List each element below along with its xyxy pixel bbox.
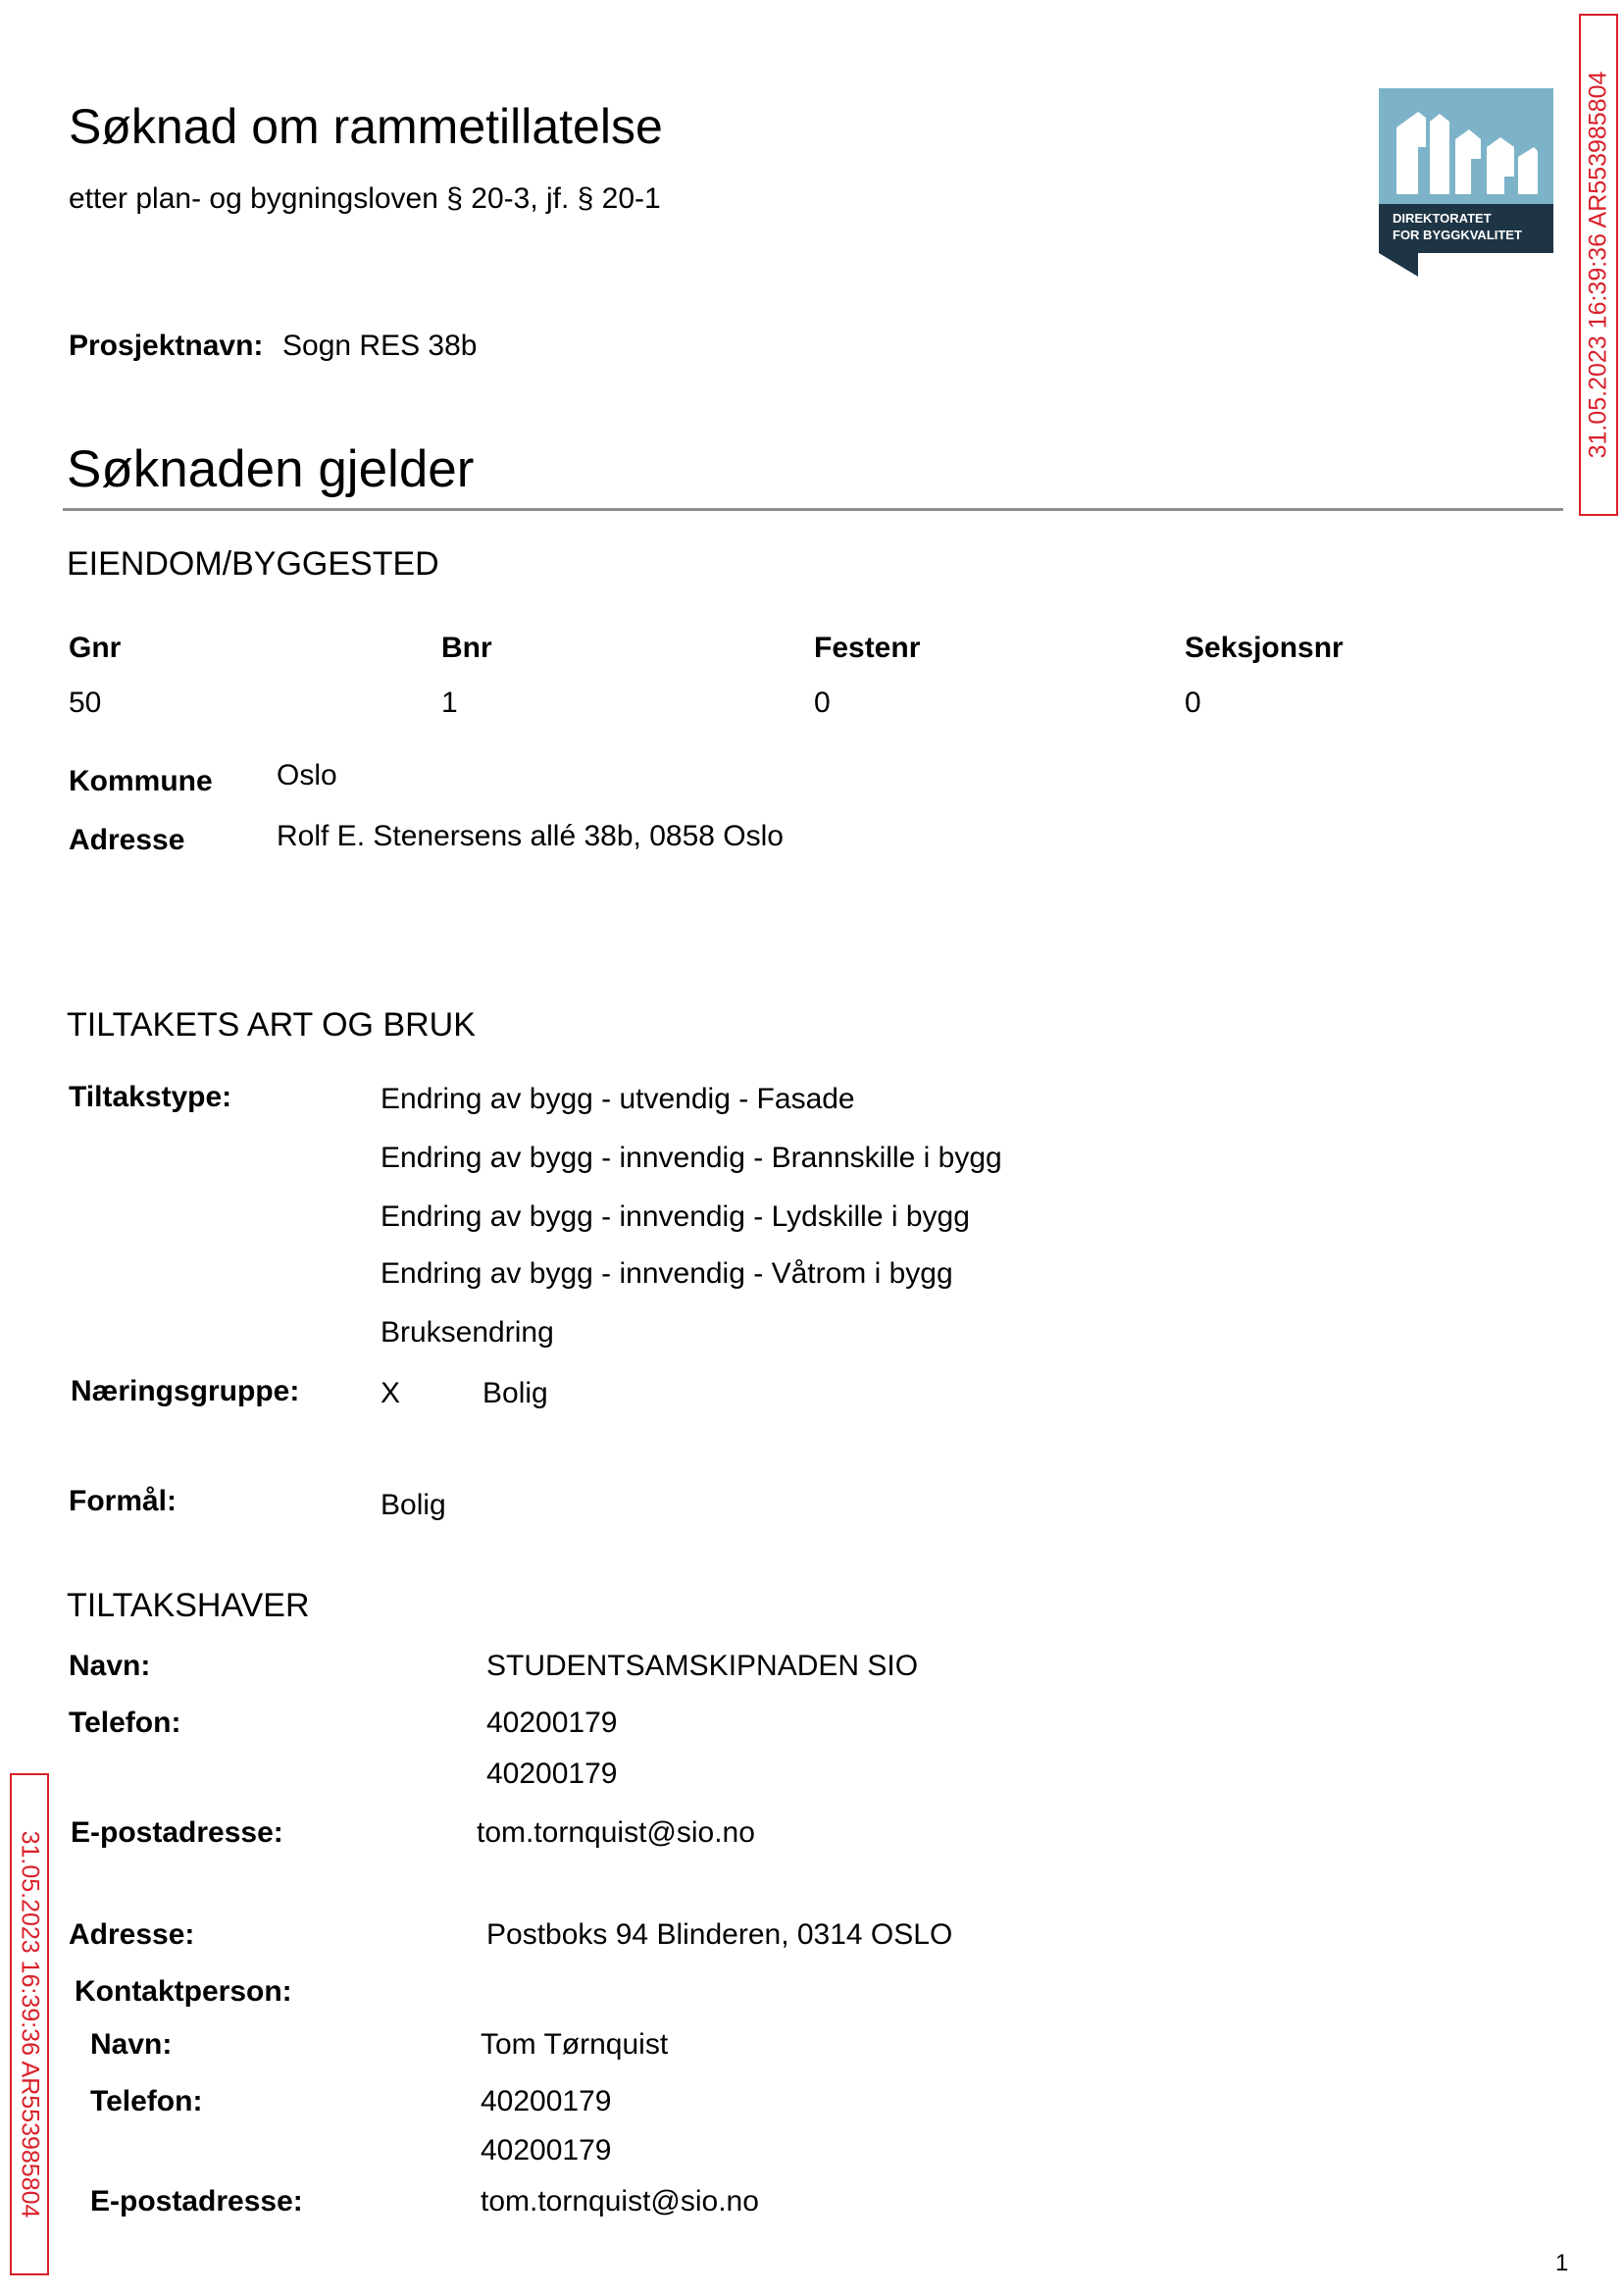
tiltakshaver-adresse-label: Adresse: <box>69 1918 195 1951</box>
kontakt-navn-value: Tom Tørnquist <box>481 2028 669 2061</box>
kontakt-telefon-label: Telefon: <box>90 2085 203 2117</box>
tiltakshaver-navn-label: Navn: <box>69 1650 151 1682</box>
tiltakshaver-telefon-2: 40200179 <box>486 1758 618 1790</box>
dibk-logo <box>1379 88 1553 277</box>
tiltakstype-item: Endring av bygg - innvendig - Brannskille i bygg <box>381 1142 1002 1174</box>
kontakt-telefon-2: 40200179 <box>481 2134 612 2167</box>
kontakt-epost-value: tom.tornquist@sio.no <box>481 2185 759 2218</box>
formal-value: Bolig <box>381 1489 446 1521</box>
kontaktperson-label: Kontaktperson: <box>75 1975 292 2008</box>
document-title: Søknad om rammetillatelse <box>69 99 663 154</box>
seksjonsnr-value: 0 <box>1185 687 1201 719</box>
seksjonsnr-label: Seksjonsnr <box>1185 632 1344 664</box>
tiltakshaver-epost-label: E-postadresse: <box>71 1816 283 1849</box>
tiltakstype-item: Endring av bygg - innvendig - Våtrom i bygg <box>381 1257 953 1290</box>
timestamp-stamp-left <box>10 1773 49 2275</box>
dibk-logo-icon <box>1379 88 1553 277</box>
timestamp-stamp-text: 31.05.2023 16:39:36 AR553985804 <box>16 1830 44 2218</box>
section-title: Søknaden gjelder <box>67 440 475 498</box>
document-subtitle: etter plan- og bygningsloven § 20-3, jf. § 20-1 <box>69 182 661 215</box>
tiltak-heading: TILTAKETS ART OG BRUK <box>67 1006 476 1044</box>
festenr-label: Festenr <box>814 632 921 664</box>
tiltakstype-item: Endring av bygg - utvendig - Fasade <box>381 1083 855 1115</box>
timestamp-stamp-text: 31.05.2023 16:39:36 AR553985804 <box>1584 71 1612 459</box>
tiltakstype-item: Bruksendring <box>381 1316 554 1349</box>
tiltakshaver-navn-value: STUDENTSAMSKIPNADEN SIO <box>486 1650 919 1682</box>
project-value: Sogn RES 38b <box>282 330 478 362</box>
project-label: Prosjektnavn: <box>69 330 264 362</box>
tiltakstype-label: Tiltakstype: <box>69 1081 232 1113</box>
kontakt-epost-label: E-postadresse: <box>90 2185 303 2218</box>
naeringsgruppe-code: X <box>381 1377 401 1409</box>
kommune-value: Oslo <box>277 759 337 791</box>
kontakt-telefon-1: 40200179 <box>481 2085 612 2117</box>
festenr-value: 0 <box>814 687 831 719</box>
logo-line2: FOR BYGGKVALITET <box>1393 228 1522 242</box>
kommune-label: Kommune <box>69 765 213 797</box>
naeringsgruppe-label: Næringsgruppe: <box>71 1375 300 1407</box>
bnr-value: 1 <box>441 687 458 719</box>
tiltakshaver-epost-value: tom.tornquist@sio.no <box>477 1816 755 1849</box>
section-divider <box>63 508 1563 511</box>
eiendom-heading: EIENDOM/BYGGESTED <box>67 545 439 583</box>
kontakt-navn-label: Navn: <box>90 2028 173 2061</box>
timestamp-stamp-right <box>1579 14 1618 516</box>
adresse-value: Rolf E. Stenersens allé 38b, 0858 Oslo <box>277 820 784 852</box>
tiltakshaver-heading: TILTAKSHAVER <box>67 1587 310 1624</box>
tiltakshaver-telefon-1: 40200179 <box>486 1707 618 1739</box>
tiltakshaver-adresse-value: Postboks 94 Blinderen, 0314 OSLO <box>486 1918 953 1951</box>
tiltakshaver-telefon-label: Telefon: <box>69 1707 181 1739</box>
page-number: 1 <box>1555 2250 1569 2276</box>
adresse-label: Adresse <box>69 824 185 856</box>
tiltakstype-item: Endring av bygg - innvendig - Lydskille i bygg <box>381 1200 970 1233</box>
naeringsgruppe-value: Bolig <box>482 1377 548 1409</box>
gnr-label: Gnr <box>69 632 122 664</box>
gnr-value: 50 <box>69 687 102 719</box>
formal-label: Formål: <box>69 1485 178 1517</box>
bnr-label: Bnr <box>441 632 492 664</box>
logo-line1: DIREKTORATET <box>1393 211 1492 226</box>
